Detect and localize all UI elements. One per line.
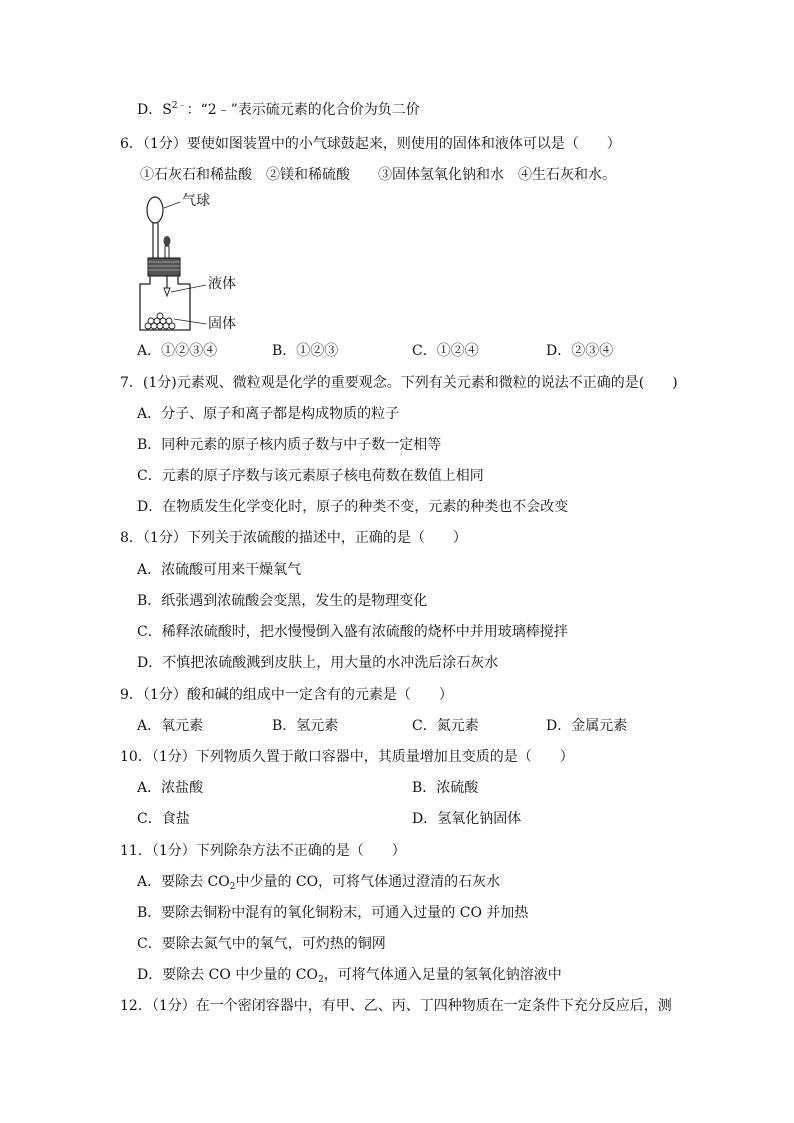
rubber-stopper: [148, 258, 180, 276]
q8-option-c: C．稀释浓硫酸时，把水慢慢倒入盛有浓硫酸的烧杯中并用玻璃棒搅拌: [137, 624, 568, 640]
q7-option-c: C．元素的原子序数与该元素原子核电荷数在数值上相同: [137, 468, 484, 484]
q10-stem: 10．（1分）下列物质久置于敞口容器中，其质量增加且变质的是（ ）: [120, 749, 574, 765]
q6-option-d: D．②③④: [546, 343, 614, 359]
q6-option-a: A．①②③④: [137, 343, 218, 359]
q5-option-d: D．$S^{2﹣}$：“2﹣”表示硫元素的化合价为负二价: [137, 101, 420, 118]
q8-option-a: A．浓硫酸可用来干燥氧气: [137, 562, 302, 578]
q6-apparatus-figure: [130, 188, 260, 338]
q12-stem: 12．（1分）在一个密闭容器中，有甲、乙、丙、丁四种物质在一定条件下充分反应后，测: [120, 998, 672, 1014]
q6-choices: ①石灰石和稀盐酸 ②镁和稀硫酸 ③固体氢氧化钠和水 ④生石灰和水。: [140, 167, 616, 183]
q11-stem: 11．（1分）下列除杂方法不正确的是（ ）: [120, 843, 406, 859]
q10-option-d: D．氢氧化钠固体: [412, 811, 522, 827]
dropper-bulb: [164, 236, 171, 246]
q11-option-c: C．要除去氮气中的氧气，可灼热的铜网: [137, 936, 386, 952]
q6-option-b: B．①②③: [272, 343, 339, 359]
q10-option-b: B．浓硫酸: [412, 780, 479, 796]
q10-option-c: C．食盐: [137, 811, 190, 827]
q9-option-a: A．氧元素: [137, 718, 204, 734]
q11-option-a: A．要除去 $CO_2$中少量的 CO，可将气体通过澄清的石灰水: [137, 874, 501, 892]
q8-option-b: B．纸张遇到浓硫酸会变黑，发生的是物理变化: [137, 593, 428, 609]
balloon-label: 气球: [182, 193, 210, 209]
q8-stem: 8．（1分）下列关于浓硫酸的描述中，正确的是（ ）: [120, 530, 467, 546]
q10-option-a: A．浓盐酸: [137, 780, 204, 796]
solid-label: 固体: [208, 316, 236, 332]
q6-stem: 6．（1分）要使如图装置中的小气球鼓起来，则使用的固体和液体可以是（ ）: [120, 136, 621, 152]
q6-option-c: C．①②④: [412, 343, 479, 359]
q11-option-d: D．要除去 CO 中少量的 $CO_2$，可将气体通入足量的氢氧化钠溶液中: [137, 967, 562, 985]
liquid-label: 液体: [208, 276, 236, 292]
q9-option-c: C．氮元素: [412, 718, 479, 734]
balloon: [147, 197, 163, 223]
q9-option-d: D．金属元素: [546, 718, 628, 734]
q7-option-a: A．分子、原子和离子都是构成物质的粒子: [137, 406, 400, 422]
q9-option-b: B．氢元素: [272, 718, 339, 734]
apparatus-diagram: [130, 188, 260, 338]
q7-stem: 7．(1分)元素观、微粒观是化学的重要观念。下列有关元素和微粒的说法不正确的是( ): [120, 375, 678, 391]
q7-option-d: D．在物质发生化学变化时，原子的种类不变，元素的种类也不会改变: [137, 499, 569, 515]
q11-option-b: B．要除去铜粉中混有的氧化铜粉末，可通入过量的 CO 并加热: [137, 905, 529, 921]
q9-stem: 9．（1分）酸和碱的组成中一定含有的元素是（ ）: [120, 687, 453, 703]
q8-option-d: D．不慎把浓硫酸溅到皮肤上，用大量的水冲洗后涂石灰水: [137, 655, 499, 671]
solid-pellets: [145, 313, 175, 329]
q7-option-b: B．同种元素的原子核内质子数与中子数一定相等: [137, 437, 442, 453]
